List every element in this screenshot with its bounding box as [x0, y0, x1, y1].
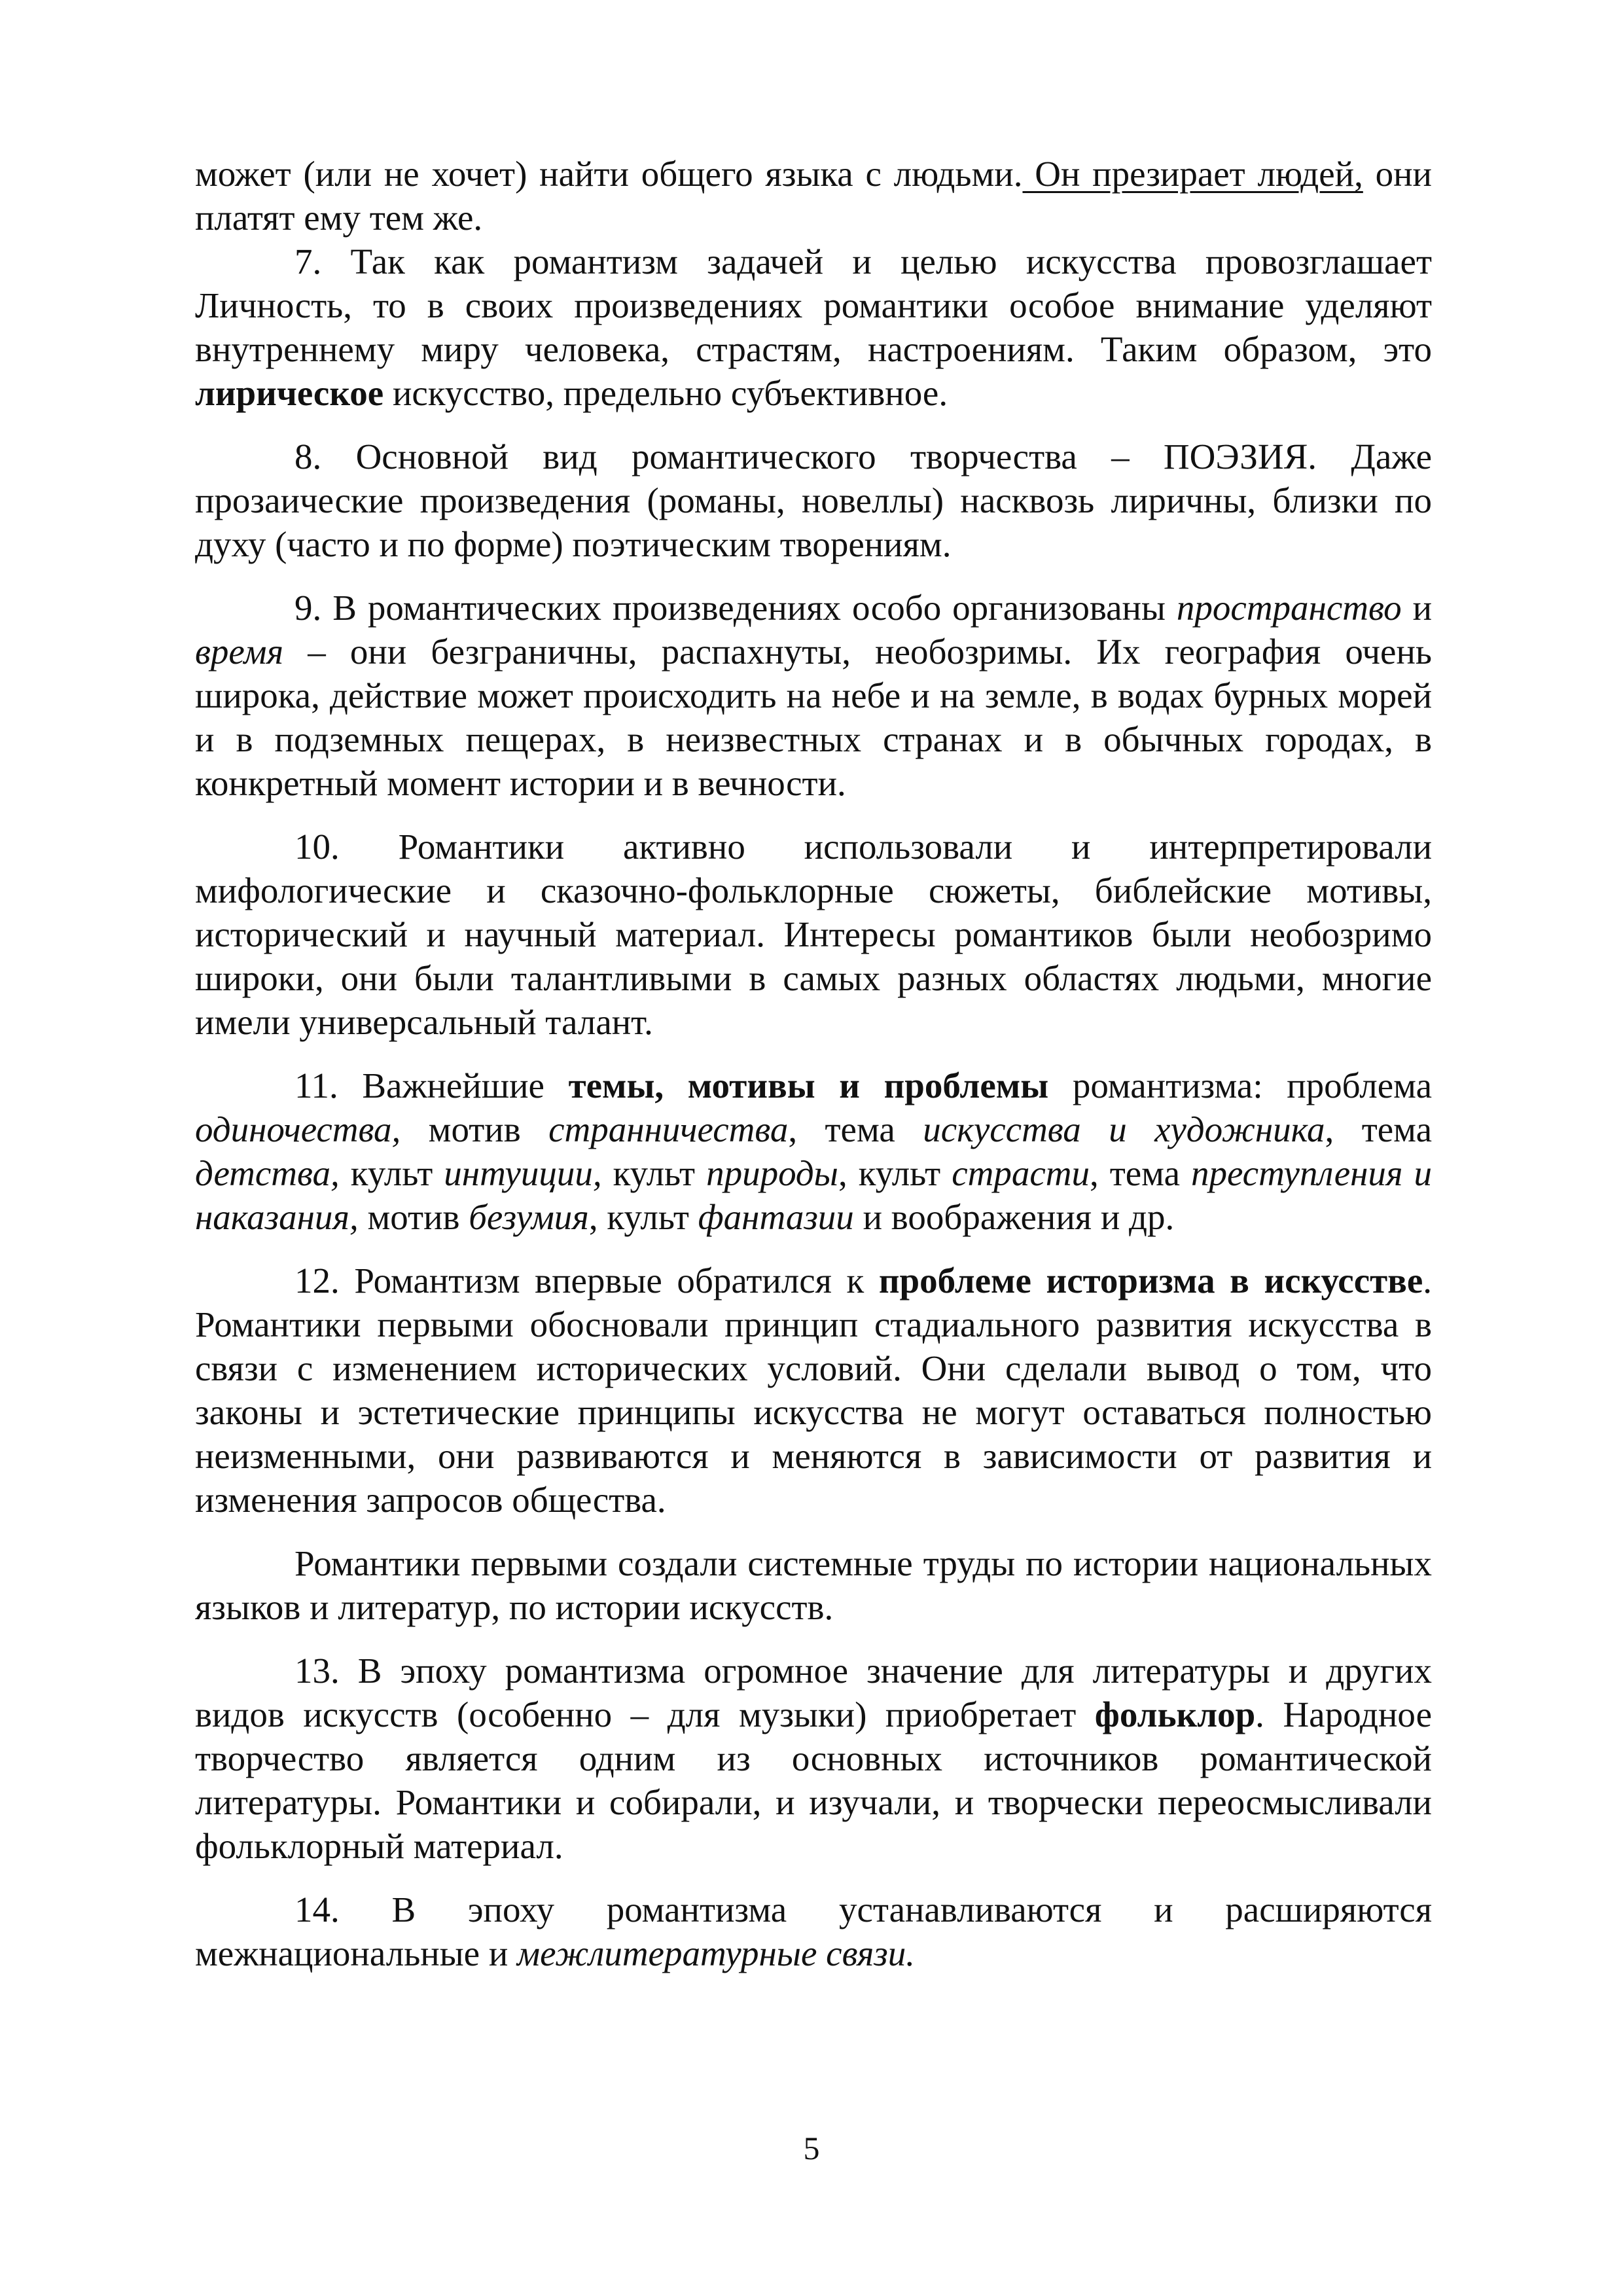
italic-term: одиночества,: [195, 1109, 401, 1149]
text-run: , тема: [1325, 1109, 1432, 1149]
text-run: 13. В эпоху романтизма огромное значение для литературы и других видов искусств (особенно – для музыки) приобретает: [195, 1651, 1432, 1734]
text-run: , культ: [588, 1197, 698, 1237]
paragraph-8: [195, 435, 1432, 566]
text-run: они платят ему тем же.: [195, 154, 1432, 238]
text-run: романтизма: проблема: [1048, 1066, 1432, 1105]
paragraph-12-continued: [195, 1541, 1432, 1629]
text-run: , культ: [838, 1153, 952, 1193]
text-run: 9. В романтических произведениях особо организованы: [294, 588, 1177, 628]
text-run: искусство, предельно субъективное.: [383, 373, 948, 413]
text-run: 8. Основной вид романтического творчества – ПОЭЗИЯ. Даже прозаические произведения (романы, новеллы) насквозь лиричны, близки по духу (часто и по форме) поэтическим творениям.: [195, 437, 1432, 564]
bold-term: лирическое: [195, 373, 384, 413]
paragraph-continuation: [195, 152, 1432, 240]
text-run: Романтики первыми создали системные труды по истории национальных языков и литератур, по истории искусств.: [195, 1543, 1432, 1627]
italic-term: межлитературные связи.: [517, 1933, 916, 1973]
text-run: 12. Романтизм впервые обратился к: [294, 1261, 879, 1300]
paragraph-12: [195, 1259, 1432, 1522]
italic-term: детства,: [195, 1153, 340, 1193]
text-run: 11. Важнейшие: [294, 1066, 569, 1105]
text-run: 7. Так как романтизм задачей и целью искусства провозглашает Личность, то в своих произведениях романтики особое внимание уделяют внутреннему миру человека, страстям, настроениям. Таким образом, это: [195, 242, 1432, 369]
text-run: , тема: [1089, 1153, 1191, 1193]
text-run: мотив: [401, 1109, 549, 1149]
text-run: . Романтики первыми обосновали принцип стадиального развития искусства в связи с изменением исторических условий. Они сделали вывод о том, что законы и эстетические принципы искусства не могут оставаться полностью неизменными, они развиваются и меняются в зависимости от развития и изменения запросов общества.: [195, 1261, 1432, 1520]
italic-term: интуиции,: [444, 1153, 602, 1193]
body-text: [195, 152, 1432, 1975]
text-run: – они безграничны, распахнуты, необозримы. Их география очень широка, действие может происходить на небе и на земле, в водах бурных морей и в подземных пещерах, в неизвестных странах и в обычных городах, в конкретный момент истории и в вечности.: [195, 632, 1432, 803]
underlined-text: Он презирает людей,: [1022, 154, 1363, 194]
text-run: 10. Романтики активно использовали и интерпретировали мифологические и сказочно-фольклорные сюжеты, библейские мотивы, исторический и научный материал. Интересы романтиков были необозримо широки, они были талантливыми в самых разных областях людьми, многие имели универсальный талант.: [195, 827, 1432, 1042]
text-run: и воображения и др.: [853, 1197, 1175, 1237]
italic-term: страсти: [952, 1153, 1090, 1193]
paragraph-14: [195, 1888, 1432, 1975]
text-run: мотив: [358, 1197, 469, 1237]
paragraph-7: [195, 240, 1432, 415]
text-run: . Народное творчество является одним из основных источников романтической литературы. Романтики и собирали, и изучали, и творчески переосмысливали фольклорный материал.: [195, 1695, 1432, 1866]
italic-term: природы: [706, 1153, 838, 1193]
text-run: культ: [601, 1153, 707, 1193]
italic-term: странничества: [548, 1109, 789, 1149]
italic-term: пространство: [1176, 588, 1402, 628]
page-number: 5: [803, 2130, 820, 2166]
paragraph-11: [195, 1064, 1432, 1239]
paragraph-13: [195, 1649, 1432, 1868]
text-run: , тема: [788, 1109, 923, 1149]
paragraph-10: [195, 825, 1432, 1044]
italic-term: время: [195, 632, 284, 672]
paragraph-9: [195, 586, 1432, 805]
text-run: 14. В эпоху романтизма устанавливаются и расширяются межнациональные и: [195, 1890, 1432, 1973]
italic-term: преступления и наказания,: [195, 1153, 1432, 1237]
text-run: культ: [339, 1153, 444, 1193]
bold-term: проблеме историзма в искусстве: [878, 1261, 1423, 1300]
bold-term: темы, мотивы и проблемы: [568, 1066, 1049, 1105]
text-run: может (или не хочет) найти общего языка с людьми.: [195, 154, 1023, 194]
text-run: и: [1401, 588, 1432, 628]
italic-term: безумия: [469, 1197, 589, 1237]
italic-term: искусства и художника: [923, 1109, 1325, 1149]
bold-term: фольклор: [1094, 1695, 1256, 1734]
italic-term: фантазии: [698, 1197, 854, 1237]
